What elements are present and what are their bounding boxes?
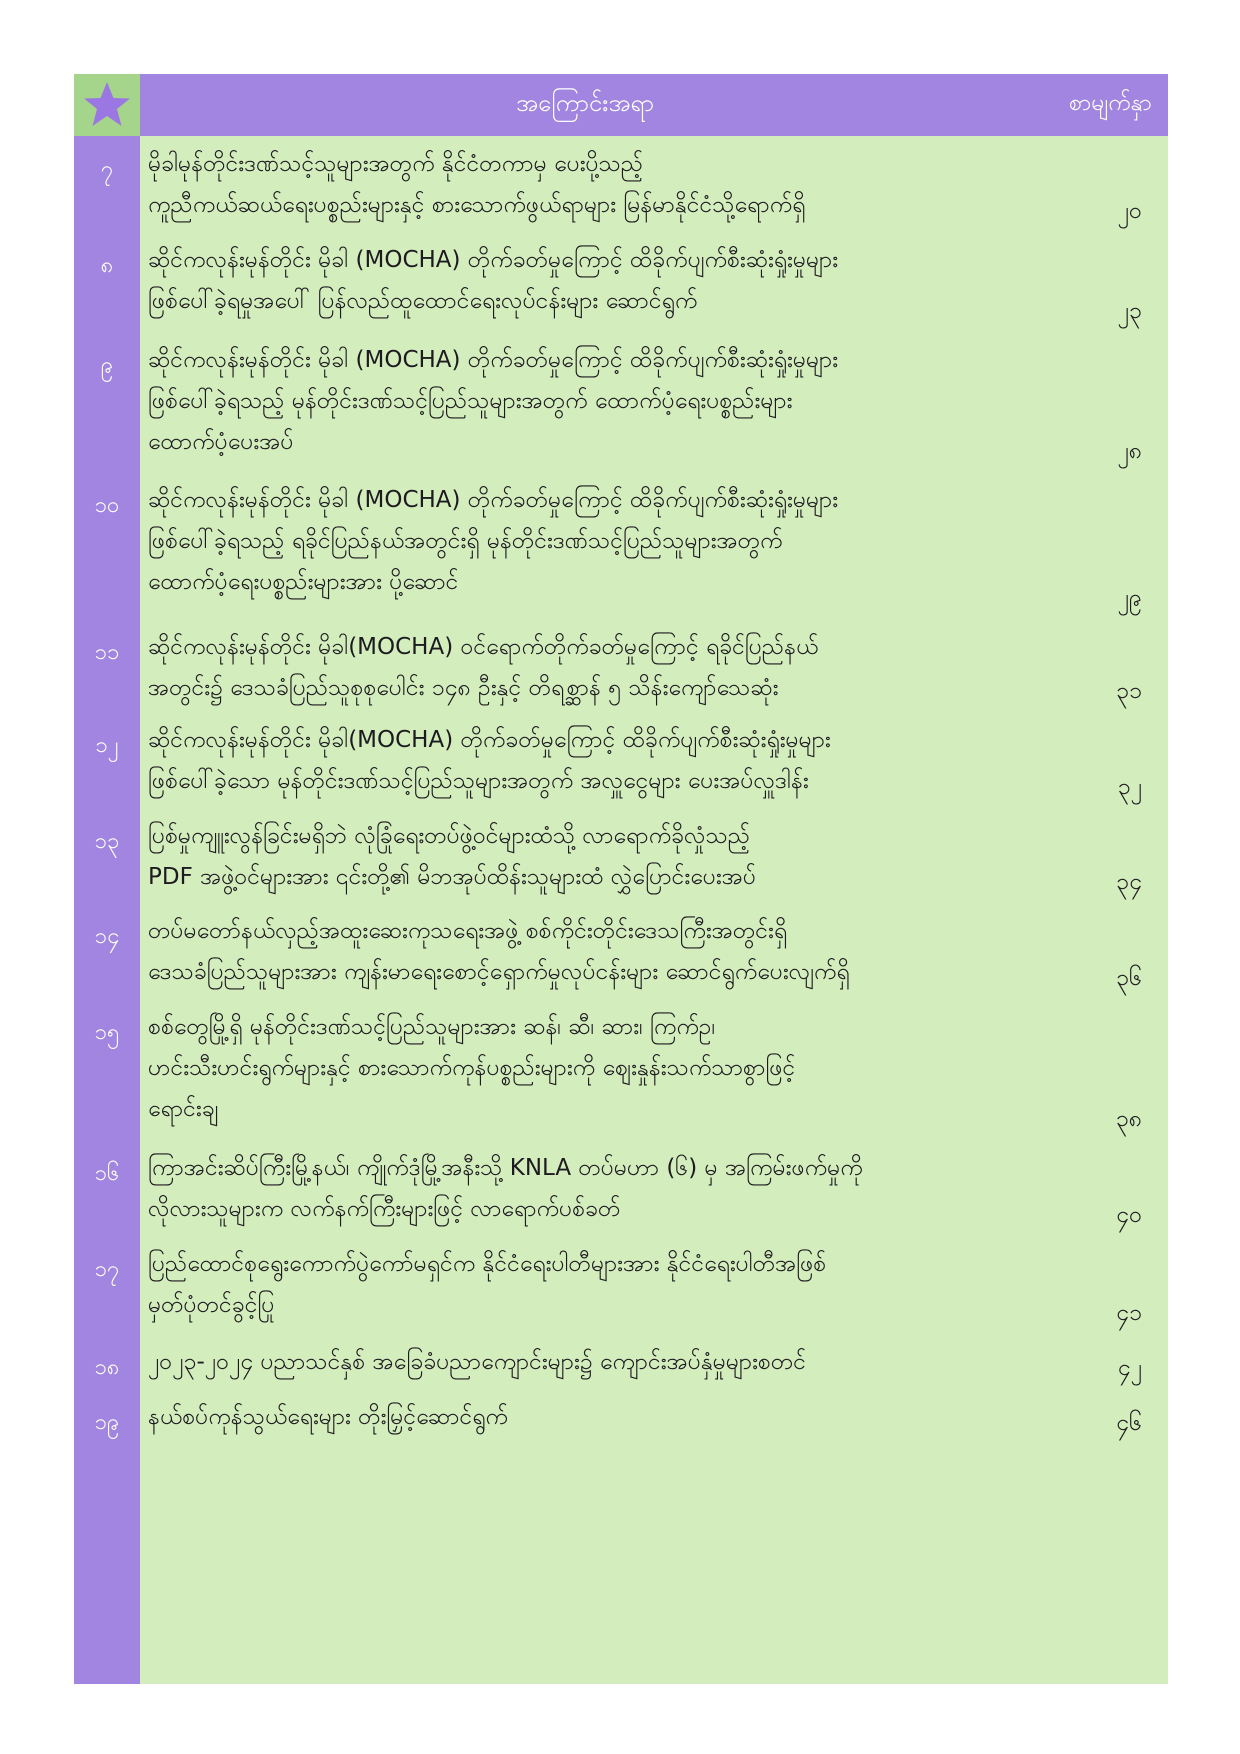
header-icon-cell xyxy=(74,74,140,136)
entry-page: ၃၆ xyxy=(1116,965,1142,991)
table-of-contents xyxy=(74,74,1168,1684)
entry-page: ၄၁ xyxy=(1116,1300,1142,1326)
entry-page: ၂၀ xyxy=(1117,198,1142,224)
entry-title: ကြာအင်းဆိပ်ကြီးမြို့နယ်၊ ကျိုက်ဒုံမြို့အနီးသို့ KNLA တပ်မဟာ (၆) မှ အကြမ်းဖက်မှုကို လိုလားသူများက လက်နက်ကြီးများဖြင့် လာရောက်ပစ်ခတ် xyxy=(148,1155,863,1222)
entry-title: ပြစ်မှုကျူးလွန်ခြင်းမရှိဘဲ လုံခြုံရေးတပ်ဖွဲ့ဝင်များထံသို့ လာရောက်ခိုလှုံသည့် PDF အဖွဲ့ဝင်များအား ၎င်းတို့၏ မိဘအုပ်ထိန်းသူများထံ လွှဲပြောင်းပေးအပ် xyxy=(148,823,756,890)
entry-title: တပ်မတော်နယ်လှည့်အထူးဆေးကုသရေးအဖွဲ့ စစ်ကိုင်းတိုင်းဒေသကြီးအတွင်းရှိ ဒေသခံပြည်သူများအား ကျန်းမာရေးစောင့်ရှောက်မှုလုပ်ငန်းများ ဆောင်ရွက်ပေးလျက်ရှိ xyxy=(148,918,850,985)
entry-number: ၁၄ xyxy=(94,924,120,949)
toc-entry[interactable] xyxy=(74,1334,1168,1389)
header-title: အကြောင်းအရာ xyxy=(516,89,654,117)
entry-page: ၄၆ xyxy=(1116,1410,1142,1436)
entry-page: ၄၀ xyxy=(1116,1202,1142,1228)
entry-title: ဆိုင်ကလုန်းမုန်တိုင်း မိုခါ (MOCHA) တိုက်ခတ်မှုကြောင့် ထိခိုက်ပျက်စီးဆုံးရှုံးမှုများ ဖြစ်ပေါ်ခဲ့ရမှုအပေါ် ပြန်လည်ထူထောင်ရေးလုပ်ငန်းများ ဆောင်ရွက် xyxy=(148,247,839,314)
toc-entry[interactable] xyxy=(74,332,1168,472)
entry-number: ၇ xyxy=(100,157,114,182)
toc-entry[interactable] xyxy=(74,232,1168,332)
entry-number: ၁၆ xyxy=(94,1161,120,1186)
entry-page: ၂၈ xyxy=(1117,438,1142,464)
entry-title: ပြည်ထောင်စုရွေးကောက်ပွဲကော်မရှင်က နိုင်ငံရေးပါတီများအား နိုင်ငံရေးပါတီအဖြစ် မှတ်ပုံတင်ခွင့်ပြု xyxy=(148,1251,827,1318)
entry-number: ၁၇ xyxy=(94,1257,120,1282)
entry-page: ၃၄ xyxy=(1116,869,1142,895)
star-icon xyxy=(81,79,133,131)
toc-entry[interactable] xyxy=(74,619,1168,712)
entry-page: ၃၈ xyxy=(1115,1106,1142,1132)
entry-title: နယ်စပ်ကုန်သွယ်ရေးများ တိုးမြှင့်ဆောင်ရွက် xyxy=(148,1404,508,1430)
toc-entry[interactable] xyxy=(74,1236,1168,1334)
entry-title: ဆိုင်ကလုန်းမုန်တိုင်း မိုခါ (MOCHA) တိုက်ခတ်မှုကြောင့် ထိခိုက်ပျက်စီးဆုံးရှုံးမှုများ ဖြစ်ပေါ်ခဲ့ရသည့် မုန်တိုင်းဒဏ်သင့်ပြည်သူများအတွက် ထောက်ပံ့ရေးပစ္စည်းများ ထောက်ပံ့ပေးအပ် xyxy=(148,347,839,455)
toc-header xyxy=(74,74,1168,136)
header-page-label: စာမျက်နှာ xyxy=(1068,90,1152,116)
entry-page: ၄၂ xyxy=(1117,1355,1142,1381)
toc-entry[interactable] xyxy=(74,1389,1168,1444)
entry-number: ၁၉ xyxy=(94,1410,120,1435)
entry-number: ၁၀ xyxy=(94,493,120,518)
entry-title: ဆိုင်ကလုန်းမုန်တိုင်း မိုခါ(MOCHA) တိုက်ခတ်မှုကြောင့် ထိခိုက်ပျက်စီးဆုံးရှုံးမှုများ ဖြစ်ပေါ်ခဲ့သော မုန်တိုင်းဒဏ်သင့်ပြည်သူများအတွက် အလှူငွေများ ပေးအပ်လှူဒါန်း xyxy=(148,727,831,794)
entry-number: ၁၅ xyxy=(94,1020,120,1045)
entry-title: မိုခါမုန်တိုင်းဒဏ်သင့်သူများအတွက် နိုင်ငံတကာမှ ပေးပို့သည့် ကူညီကယ်ဆယ်ရေးပစ္စည်းများနှင့် စားသောက်ဖွယ်ရာများ မြန်မာနိုင်ငံသို့ရောက်ရှိ xyxy=(148,151,806,218)
toc-entry[interactable] xyxy=(74,808,1168,903)
entry-number: ၉ xyxy=(100,353,114,378)
entry-title: ၂၀၂၃-၂၀၂၄ ပညာသင်နှစ် အခြေခံပညာကျောင်းများ၌ ကျောင်းအပ်နှံမှုများစတင် xyxy=(148,1349,807,1375)
entry-title: ဆိုင်ကလုန်းမုန်တိုင်း မိုခါ (MOCHA) တိုက်ခတ်မှုကြောင့် ထိခိုက်ပျက်စီးဆုံးရှုံးမှုများ ဖြစ်ပေါ်ခဲ့ရသည့် ရခိုင်ပြည်နယ်အတွင်းရှိ မုန်တိုင်းဒဏ်သင့်ပြည်သူများအတွက် ထောက်ပံ့ရေးပစ္စည်းများအား ပို့ဆောင် xyxy=(148,487,839,595)
entry-number: ၁၂ xyxy=(95,733,119,758)
entry-page: ၂၃ xyxy=(1117,298,1142,324)
toc-entry[interactable] xyxy=(74,903,1168,999)
entry-page: ၃၂ xyxy=(1117,774,1142,800)
entry-title: ဆိုင်ကလုန်းမုန်တိုင်း မိုခါ(MOCHA) ဝင်ရောက်တိုက်ခတ်မှုကြောင့် ရခိုင်ပြည်နယ် အတွင်း၌ ဒေသခံပြည်သူစုစုပေါင်း ၁၄၈ ဦးနှင့် တိရစ္ဆာန် ၅ သိန်းကျော်သေဆုံး xyxy=(148,634,819,701)
entry-number: ၁၈ xyxy=(94,1355,120,1380)
entry-title: စစ်တွေမြို့ရှိ မုန်တိုင်းဒဏ်သင့်ပြည်သူများအား ဆန်၊ ဆီ၊ ဆား၊ ကြက်ဥ၊ ဟင်းသီးဟင်းရွက်များနှင့် စားသောက်ကုန်ပစ္စည်းများကို ဈေးနှုန်းသက်သာစွာဖြင့် ရောင်းချ xyxy=(148,1014,796,1122)
entry-page: ၃၁ xyxy=(1116,678,1142,704)
toc-entry[interactable] xyxy=(74,472,1168,619)
entry-number: ၁၁ xyxy=(94,640,120,665)
entry-number: ၈ xyxy=(100,253,114,278)
toc-entry[interactable] xyxy=(74,136,1168,232)
toc-entry[interactable] xyxy=(74,1140,1168,1236)
toc-entry[interactable] xyxy=(74,999,1168,1140)
toc-entry[interactable] xyxy=(74,712,1168,808)
entry-number: ၁၃ xyxy=(94,829,120,854)
entry-page: ၂၉ xyxy=(1117,585,1142,611)
